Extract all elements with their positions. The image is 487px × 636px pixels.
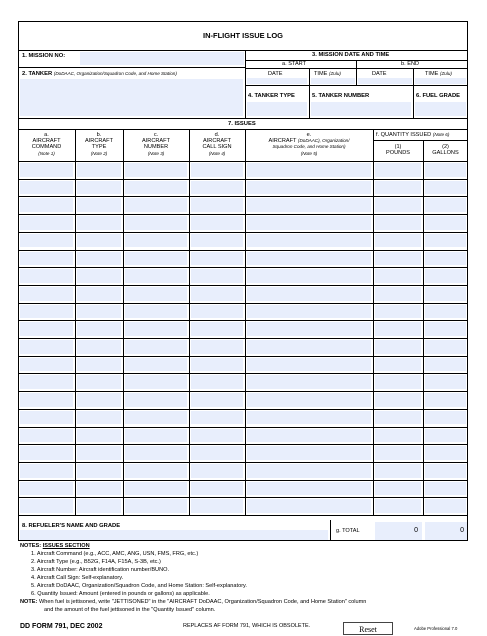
issue-cell[interactable] <box>125 252 187 266</box>
end-date-field[interactable] <box>358 78 412 84</box>
row-divider <box>18 462 468 463</box>
issue-cell[interactable] <box>77 482 121 496</box>
issue-cell[interactable] <box>375 322 421 336</box>
issue-cell[interactable] <box>191 393 243 407</box>
issue-cell[interactable] <box>375 181 421 195</box>
issue-cell[interactable] <box>191 482 243 496</box>
issue-cell[interactable] <box>125 216 187 230</box>
issue-cell[interactable] <box>125 499 187 513</box>
form-id: DD FORM 791, DEC 2002 <box>20 623 103 630</box>
issue-cell[interactable] <box>77 340 121 354</box>
end-time-field[interactable] <box>415 78 466 84</box>
issue-cell[interactable] <box>375 446 421 460</box>
issue-cell[interactable] <box>77 358 121 372</box>
note-item: 3. Aircraft Number: Aircraft identification number/BUNO. <box>31 567 170 573</box>
issue-cell[interactable] <box>191 163 243 177</box>
note-jettison-cont: and the amount of the fuel jettisoned in the "Quantity Issued" column. <box>44 607 216 613</box>
issue-cell[interactable] <box>20 305 73 319</box>
note-item: 6. Quantity Issued: Amount (entered in pounds or gallons) as applicable. <box>31 591 210 597</box>
row-divider <box>18 497 468 498</box>
issue-cell[interactable] <box>191 446 243 460</box>
issue-cell[interactable] <box>20 393 73 407</box>
issue-cell[interactable] <box>20 429 73 443</box>
reset-button[interactable]: Reset <box>343 622 393 635</box>
issue-cell[interactable] <box>375 482 421 496</box>
issue-cell[interactable] <box>425 375 466 389</box>
issue-cell[interactable] <box>425 393 466 407</box>
issue-cell[interactable] <box>247 482 371 496</box>
issue-cell[interactable] <box>125 375 187 389</box>
issue-cell[interactable] <box>247 181 371 195</box>
issue-cell[interactable] <box>77 464 121 478</box>
issue-cell[interactable] <box>247 287 371 301</box>
divider <box>330 520 331 541</box>
tanker-type-label: 4. TANKER TYPE <box>248 93 295 99</box>
tanker-number-field[interactable] <box>311 102 411 116</box>
row-divider <box>18 444 468 445</box>
issue-cell[interactable] <box>375 216 421 230</box>
row-divider <box>18 267 468 268</box>
issue-cell[interactable] <box>425 305 466 319</box>
issue-cell[interactable] <box>77 305 121 319</box>
issue-cell[interactable] <box>247 340 371 354</box>
divider <box>309 68 310 85</box>
issue-cell[interactable] <box>191 340 243 354</box>
issue-cell[interactable] <box>425 429 466 443</box>
notes-list <box>20 550 470 598</box>
issue-cell[interactable] <box>125 393 187 407</box>
issue-cell[interactable] <box>247 446 371 460</box>
issue-cell[interactable] <box>247 322 371 336</box>
issue-cell[interactable] <box>247 163 371 177</box>
issue-cell[interactable] <box>425 358 466 372</box>
issue-cell[interactable] <box>375 163 421 177</box>
form-title: IN-FLIGHT ISSUE LOG <box>203 31 283 40</box>
issue-cell[interactable] <box>191 216 243 230</box>
total-pounds-value: 0 <box>414 527 418 534</box>
issue-cell[interactable] <box>375 393 421 407</box>
mission-no-label: 1. MISSION NO: <box>22 53 66 59</box>
issue-cell[interactable] <box>125 322 187 336</box>
issue-cell[interactable] <box>247 375 371 389</box>
issue-cell[interactable] <box>20 216 73 230</box>
gallons-header: (2) GALLONS <box>432 144 459 157</box>
tanker-field[interactable] <box>20 79 243 116</box>
issue-cell[interactable] <box>20 163 73 177</box>
issue-cell[interactable] <box>425 411 466 425</box>
replaces-text: REPLACES AF FORM 791, WHICH IS OBSOLETE. <box>183 623 311 629</box>
issue-cell[interactable] <box>425 198 466 212</box>
issue-cell[interactable] <box>20 234 73 248</box>
issue-cell[interactable] <box>425 163 466 177</box>
row-divider <box>18 515 468 516</box>
start-time-field[interactable] <box>311 78 355 84</box>
note-item: 4. Aircraft Call Sign: Self-explanatory. <box>31 575 124 581</box>
issue-cell[interactable] <box>191 269 243 283</box>
issue-cell[interactable] <box>247 393 371 407</box>
divider <box>309 86 310 118</box>
tanker-note: (DoDAAC, Organization/Squadron Code, and Home Station) <box>53 71 177 76</box>
issue-cell[interactable] <box>375 499 421 513</box>
divider <box>18 67 246 68</box>
issue-cell[interactable] <box>77 181 121 195</box>
issue-cell[interactable] <box>425 269 466 283</box>
start-time-label: TIME (Zulu) <box>314 71 341 77</box>
issue-cell[interactable] <box>77 216 121 230</box>
issue-cell[interactable] <box>125 446 187 460</box>
fuel-grade-label: 6. FUEL GRADE <box>416 93 461 99</box>
issue-cell[interactable] <box>20 198 73 212</box>
divider <box>413 86 414 118</box>
issue-cell[interactable] <box>20 446 73 460</box>
issue-cell[interactable] <box>77 446 121 460</box>
column-divider <box>189 129 190 515</box>
divider <box>413 68 414 85</box>
issue-cell[interactable] <box>425 464 466 478</box>
issue-cell[interactable] <box>425 216 466 230</box>
mission-no-field[interactable] <box>80 52 244 65</box>
issue-cell[interactable] <box>77 499 121 513</box>
refueler-label: 8. REFUELER'S NAME AND GRADE <box>22 523 121 529</box>
issue-cell[interactable] <box>77 375 121 389</box>
issue-cell[interactable] <box>247 216 371 230</box>
issue-cell[interactable] <box>375 269 421 283</box>
issues-label: 7. ISSUES <box>228 121 256 127</box>
issue-cell[interactable] <box>20 375 73 389</box>
col-aircraft-type-header: b. AIRCRAFT TYPE (Note 2) <box>85 132 113 156</box>
issue-cell[interactable] <box>77 287 121 301</box>
row-divider <box>18 409 468 410</box>
pounds-header: (1) POUNDS <box>386 144 410 157</box>
notes-heading: NOTES: ISSUES SECTION <box>20 543 90 549</box>
issue-cell[interactable] <box>375 252 421 266</box>
row-divider <box>18 480 468 481</box>
issue-cell[interactable] <box>191 464 243 478</box>
col-call-sign-header: d. AIRCRAFT CALL SIGN (Note 4) <box>202 132 232 156</box>
tanker-type-field[interactable] <box>247 102 307 116</box>
note-item: 1. Aircraft Command (e.g., ACC, AMC, ANG, USN, FMS, FRG, etc.) <box>31 551 199 557</box>
issue-cell[interactable] <box>375 429 421 443</box>
row-divider <box>18 285 468 286</box>
issue-cell[interactable] <box>191 287 243 301</box>
issue-cell[interactable] <box>77 411 121 425</box>
note-item: 2. Aircraft Type (e.g., B52G, F14A, F15A, S-3B, etc.) <box>31 559 161 565</box>
divider <box>245 85 468 86</box>
divider <box>18 50 468 51</box>
issue-cell[interactable] <box>375 375 421 389</box>
row-divider <box>18 427 468 428</box>
issue-cell[interactable] <box>125 358 187 372</box>
row-divider <box>18 338 468 339</box>
row-divider <box>18 320 468 321</box>
issue-cell[interactable] <box>425 499 466 513</box>
total-label: g. TOTAL <box>336 528 360 534</box>
issue-cell[interactable] <box>20 287 73 301</box>
issue-cell[interactable] <box>125 411 187 425</box>
issue-cell[interactable] <box>425 181 466 195</box>
issue-cell[interactable] <box>77 322 121 336</box>
issue-cell[interactable] <box>247 499 371 513</box>
issue-cell[interactable] <box>247 305 371 319</box>
end-time-label: TIME (Zulu) <box>425 71 452 77</box>
issue-cell[interactable] <box>425 482 466 496</box>
issue-cell[interactable] <box>77 393 121 407</box>
issue-cell[interactable] <box>77 234 121 248</box>
issue-cell[interactable] <box>191 429 243 443</box>
column-divider <box>123 129 124 515</box>
quantity-header: f. QUANTITY ISSUED (Note 6) <box>376 132 450 138</box>
issue-cell[interactable] <box>191 375 243 389</box>
note-jettison: NOTE: When fuel is jettisoned, write "JETTISONED" in the "AIRCRAFT DoDAAC, Organization/Squadron Code, and Home Station" column <box>20 599 367 605</box>
divider <box>18 129 468 130</box>
issue-cell[interactable] <box>20 499 73 513</box>
tanker-number-label: 5. TANKER NUMBER <box>312 93 370 99</box>
issue-cell[interactable] <box>425 234 466 248</box>
issue-cell[interactable] <box>375 234 421 248</box>
fuel-grade-field[interactable] <box>415 102 466 116</box>
row-divider <box>18 250 468 251</box>
issue-cell[interactable] <box>425 446 466 460</box>
issue-cell[interactable] <box>375 287 421 301</box>
issue-cell[interactable] <box>247 464 371 478</box>
issue-cell[interactable] <box>191 499 243 513</box>
issue-cell[interactable] <box>20 482 73 496</box>
refueler-field[interactable] <box>20 530 328 540</box>
issue-cell[interactable] <box>125 163 187 177</box>
tanker-label: 2. TANKER (DoDAAC, Organization/Squadron Code, and Home Station) <box>22 71 177 77</box>
issue-cell[interactable] <box>20 252 73 266</box>
start-date-field[interactable] <box>247 78 307 84</box>
issue-cell[interactable] <box>191 411 243 425</box>
divider <box>356 60 357 85</box>
column-divider <box>75 129 76 515</box>
issue-cell[interactable] <box>191 181 243 195</box>
notes-section <box>20 543 470 614</box>
issue-cell[interactable] <box>191 358 243 372</box>
issue-cell[interactable] <box>247 358 371 372</box>
issue-cell[interactable] <box>425 322 466 336</box>
issue-cell[interactable] <box>125 464 187 478</box>
divider <box>18 118 468 119</box>
issue-cell[interactable] <box>77 429 121 443</box>
issue-cell[interactable] <box>125 198 187 212</box>
column-divider <box>245 129 246 515</box>
col-dodaac-header: e. AIRCRAFT (DoDAAC), Organization/ Squadron Code, and Home Station) (Note 5) <box>268 132 350 156</box>
issue-cell[interactable] <box>125 287 187 301</box>
issue-cell[interactable] <box>77 198 121 212</box>
start-date-label: DATE <box>268 71 283 77</box>
issue-cell[interactable] <box>125 340 187 354</box>
issue-cell[interactable] <box>375 411 421 425</box>
issue-cell[interactable] <box>191 305 243 319</box>
issue-cell[interactable] <box>77 252 121 266</box>
issue-cell[interactable] <box>20 181 73 195</box>
issue-cell[interactable] <box>125 269 187 283</box>
issue-cell[interactable] <box>191 198 243 212</box>
issue-cell[interactable] <box>20 269 73 283</box>
issue-cell[interactable] <box>247 252 371 266</box>
divider <box>373 140 468 141</box>
issue-cell[interactable] <box>125 305 187 319</box>
issue-cell[interactable] <box>20 358 73 372</box>
issue-cell[interactable] <box>375 358 421 372</box>
note-item: 5. Aircraft DoDAAC, Organization/Squadron Code, and Home Station: Self-explanatory. <box>31 583 247 589</box>
col-aircraft-number-header: c. AIRCRAFT NUMBER (Note 3) <box>142 132 170 156</box>
issue-cell[interactable] <box>425 252 466 266</box>
issue-cell[interactable] <box>20 464 73 478</box>
software-label: Adobe Professional 7.0 <box>414 626 458 631</box>
row-divider <box>18 179 468 180</box>
issue-cell[interactable] <box>375 464 421 478</box>
issue-cell[interactable] <box>425 340 466 354</box>
issue-cell[interactable] <box>125 181 187 195</box>
row-divider <box>18 161 468 162</box>
issue-cell[interactable] <box>247 411 371 425</box>
start-label: a. START <box>282 61 307 67</box>
issue-cell[interactable] <box>191 234 243 248</box>
issue-cell[interactable] <box>375 340 421 354</box>
issue-cell[interactable] <box>375 305 421 319</box>
issue-cell[interactable] <box>425 287 466 301</box>
issue-cell[interactable] <box>247 269 371 283</box>
issue-cell[interactable] <box>125 482 187 496</box>
row-divider <box>18 214 468 215</box>
issue-cell[interactable] <box>20 411 73 425</box>
issue-cell[interactable] <box>77 269 121 283</box>
row-divider <box>18 303 468 304</box>
issue-cell[interactable] <box>375 198 421 212</box>
col-aircraft-command-header: a. AIRCRAFT COMMAND (Note 1) <box>31 132 62 156</box>
row-divider <box>18 391 468 392</box>
row-divider <box>18 232 468 233</box>
end-date-label: DATE <box>372 71 387 77</box>
issue-cell[interactable] <box>125 234 187 248</box>
mission-date-label: 3. MISSION DATE AND TIME <box>312 52 390 58</box>
issue-cell[interactable] <box>247 234 371 248</box>
issue-cell[interactable] <box>191 252 243 266</box>
row-divider <box>18 196 468 197</box>
issue-cell[interactable] <box>20 322 73 336</box>
issue-cell[interactable] <box>247 429 371 443</box>
issue-cell[interactable] <box>191 322 243 336</box>
row-divider <box>18 373 468 374</box>
row-divider <box>18 356 468 357</box>
issue-cell[interactable] <box>20 340 73 354</box>
issue-cell[interactable] <box>125 429 187 443</box>
issue-cell[interactable] <box>247 198 371 212</box>
total-gallons-value: 0 <box>460 527 464 534</box>
issue-cell[interactable] <box>77 163 121 177</box>
column-divider <box>373 129 374 515</box>
end-label: b. END <box>401 61 420 67</box>
